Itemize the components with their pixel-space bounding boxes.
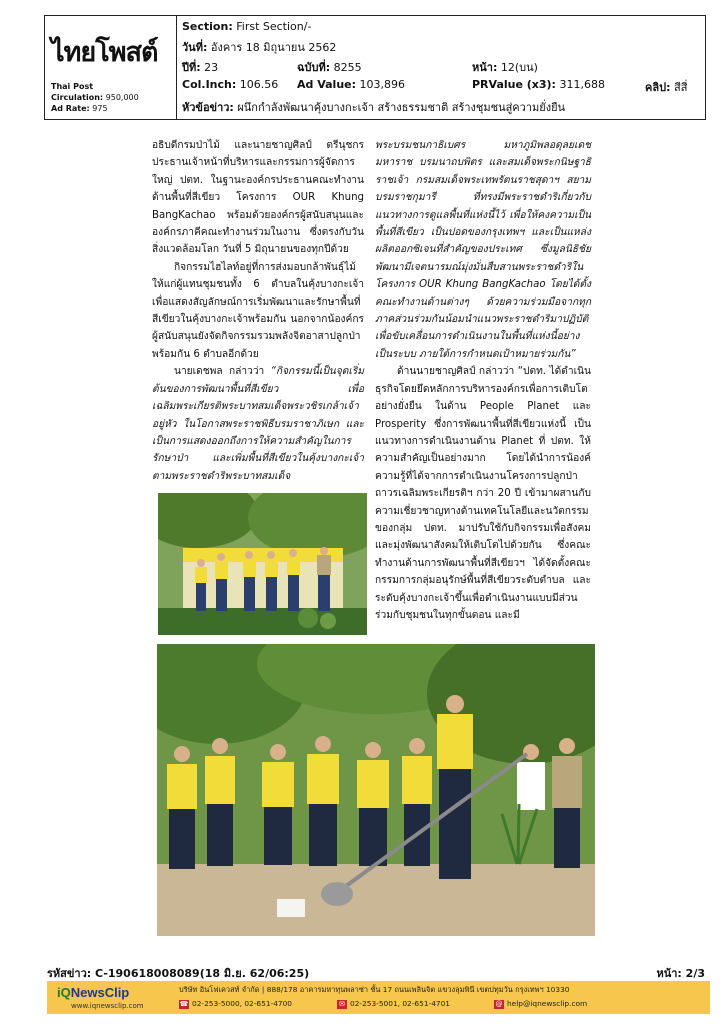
ceremony-photo-image — [158, 493, 367, 635]
ad-value: Ad Value: 103,896 — [297, 78, 406, 91]
publication-name: Thai Post — [51, 82, 94, 91]
section: Section: First Section/- — [182, 20, 312, 33]
fax-contact: ✉ 02-253-5001, 02-651-4701 — [337, 999, 450, 1009]
headline: หัวข้อข่าว: ผนึกกำลังพัฒนาคุ้งบางกะเจ้า สร้างธรรมชาติ สร้างชุมชนสู่ความยั่งยืน — [182, 101, 566, 114]
article-paragraph: อธิบดีกรมป่าไม้ และนายชาญศิลป์ ตรีนุชกร ประธานเจ้าหน้าที่บริหารและกรรมการผู้จัดการใหญ่ ปตท. ในฐานะองค์กรประธานคณะทำงานด้านพื้นที่สีเขียว โครงการ OUR Khung BangKachao พร้อมด้วยองค์กรผู้สนับสนุนและองค์กรภาคีคณะทำงานร่วมในงาน ซึ่งตรงกับวันสิ่งแวดล้อมโลก วันที่ 5 มิถุนายนของทุกปีด้วย — [152, 140, 364, 256]
article-paragraph: พระบรมชนกาธิเบศร มหาภูมิพลอดุลยเดชมหาราช บรมนาถบพิตร และสมเด็จพระกนิษฐาธิราชเจ้า กรมสมเด็จพระเทพรัตนราชสุดาฯ สยามบรมราชกุมารี ที่ทรงมีพระราชดำริเกี่ยวกับแนวทางการดูแลพื้นที่แห่งนี้ไว้ เพื่อให้คงความเป็นพื้นที่สีเขียว เป็นปอดของกรุงเทพฯ และเป็นแหล่งผลิตออกซิเจนที่สำคัญของประเทศ ซึ่งมูลนิธิชัยพัฒนามีเจตนารมณ์มุ่งมั่นสืบสานพระราชดำริในโครงการ OUR Khung BangKachao โดยได้ตั้งคณะทำงานด้านต่างๆ ด้วยความร่วมมือจากทุกภาคส่วนร่วมกันน้อมนำแนวพระราชดำริมาปฏิบัติ เพื่อขับเคลื่อนการดำเนินงานในพื้นที่แห่งนี้อย่างเป็นระบบ ภายใต้การกำหนดเป้าหมายร่วมกัน” — [375, 140, 591, 360]
article-column-left — [152, 137, 364, 485]
phone-contact: ☎ 02-253-5000, 02-651-4700 — [179, 999, 293, 1008]
email-contact: @ help@iqnewsclip.com — [495, 999, 588, 1008]
tree-planting-photo — [157, 644, 595, 936]
iqnewsclip-logo: iQNewsClip — [57, 985, 130, 1000]
circulation: Circulation: 950,000 — [51, 93, 139, 102]
phone-icon: ☎ — [179, 999, 189, 1008]
issue: ฉบับที่: 8255 — [297, 61, 362, 74]
pr-value: PRValue (x3): 311,688 — [472, 78, 605, 91]
ad-rate: Ad Rate: 975 — [51, 104, 108, 113]
publication-logo-cell — [45, 16, 177, 119]
article-column-right — [375, 137, 591, 624]
clipping-metadata — [182, 20, 699, 120]
logo-url: www.iqnewsclip.com — [71, 1002, 144, 1010]
news-id: รหัสข่าว: C-190618008089(18 มิ.ย. 62/06:25) — [47, 967, 310, 980]
page: หน้า: 12(บน) — [472, 61, 538, 74]
company-address: บริษัท อินโฟเควสท์ จำกัด | 888/178 อาคารมหาทุนพลาซ่า ชั้น 17 ถนนเพลินจิต แขวงลุมพินี เขตปทุมวัน กรุงเทพฯ 10330 — [179, 985, 570, 994]
article-paragraph: ด้านนายชาญศิลป์ กล่าวว่า “ปตท. ได้ดำเนินธุรกิจโดยยึดหลักการบริหารองค์กรเพื่อการเติบโตอย่างยั่งยืน ในด้าน People Planet และ Prosperity ซึ่งการพัฒนาพื้นที่สีเขียวแห่งนี้ เป็นแนวทางการดำเนินงานด้าน Planet ที่ ปตท. ให้ความสำคัญเป็นอย่างมาก โดยได้นำการน้องค์ความรู้ที่ได้จากการดำเนินงานโครงการปลูกป่าถาวรเฉลิมพระเกียรติฯ กว่า 20 ปี เข้ามาผสานกับความเชี่ยวชาญทางด้านเทคโนโลยีและนวัตกรรมของกลุ่ม ปตท. มาปรับใช้กับกิจกรรมเพื่อสังคม และมุ่งพัฒนาสังคมให้เติบโตไปด้วยกัน ซึ่งคณะทำงานด้านการพัฒนาพื้นที่สีเขียวฯ ได้จัดตั้งคณะกรรมการกลุ่มอนุรักษ์พื้นที่สีเขียวระดับตำบล และระดับคุ้งบางกะเจ้าขึ้นเพื่อดำเนินงานแบบมีส่วนร่วมกับชุมชนในทุกขั้นตอน และมี — [375, 366, 591, 621]
clipping-header — [44, 15, 706, 120]
article-paragraph: กิจกรรมไฮไลท์อยู่ที่การส่งมอบกล้าพันธุ์ไม้ให้แก่ผู้แทนชุมชนทั้ง 6 ตำบลในคุ้งบางกะเจ้า เพื่อแสดงสัญลักษณ์การเริ่มพัฒนาและรักษาพื้นที่สีเขียวในคุ้งบางกะเจ้าพร้อมกัน นอกจากน้องค์กรผู้สนับสนุนยังจัดกิจกรรมรวมพลังจิตอาสาปลูกป่าพร้อมกัน 6 ตำบลอีกด้วย — [152, 261, 364, 360]
tree-planting-photo-image — [157, 644, 595, 936]
ceremony-photo — [158, 493, 367, 635]
thaipost-logo: ไทยโพสต์ — [51, 37, 158, 68]
clip-color: คลิป: สีสี่ — [645, 81, 688, 94]
year: ปีที่: 23 — [182, 61, 219, 74]
article-paragraph: นายเดชพล กล่าวว่า “กิจกรรมนี้เป็นจุดเริ่มต้นของการพัฒนาพื้นที่สีเขียว เพื่อเฉลิมพระเกียรติพระบาทสมเด็จพระวชิรเกล้าเจ้าอยู่หัว ในโอกาสพระราชพิธีบรมราชาภิเษก และเป็นการแสดงออกถึงการให้ความสำคัญในการรักษาป่า และเพิ่มพื้นที่สีเขียวในคุ้งบางกะเจ้า ตามพระราชดำริพระบาทสมเด็จ — [152, 366, 364, 482]
email-icon: @ — [495, 999, 503, 1008]
fax-icon: ✉ — [337, 1000, 347, 1009]
footer-bar — [47, 981, 710, 1014]
date: วันที่: อังคาร 18 มิถุนายน 2562 — [182, 41, 337, 54]
page-number: หน้า: 2/3 — [656, 967, 705, 980]
col-inch: Col.Inch: 106.56 — [182, 78, 279, 91]
